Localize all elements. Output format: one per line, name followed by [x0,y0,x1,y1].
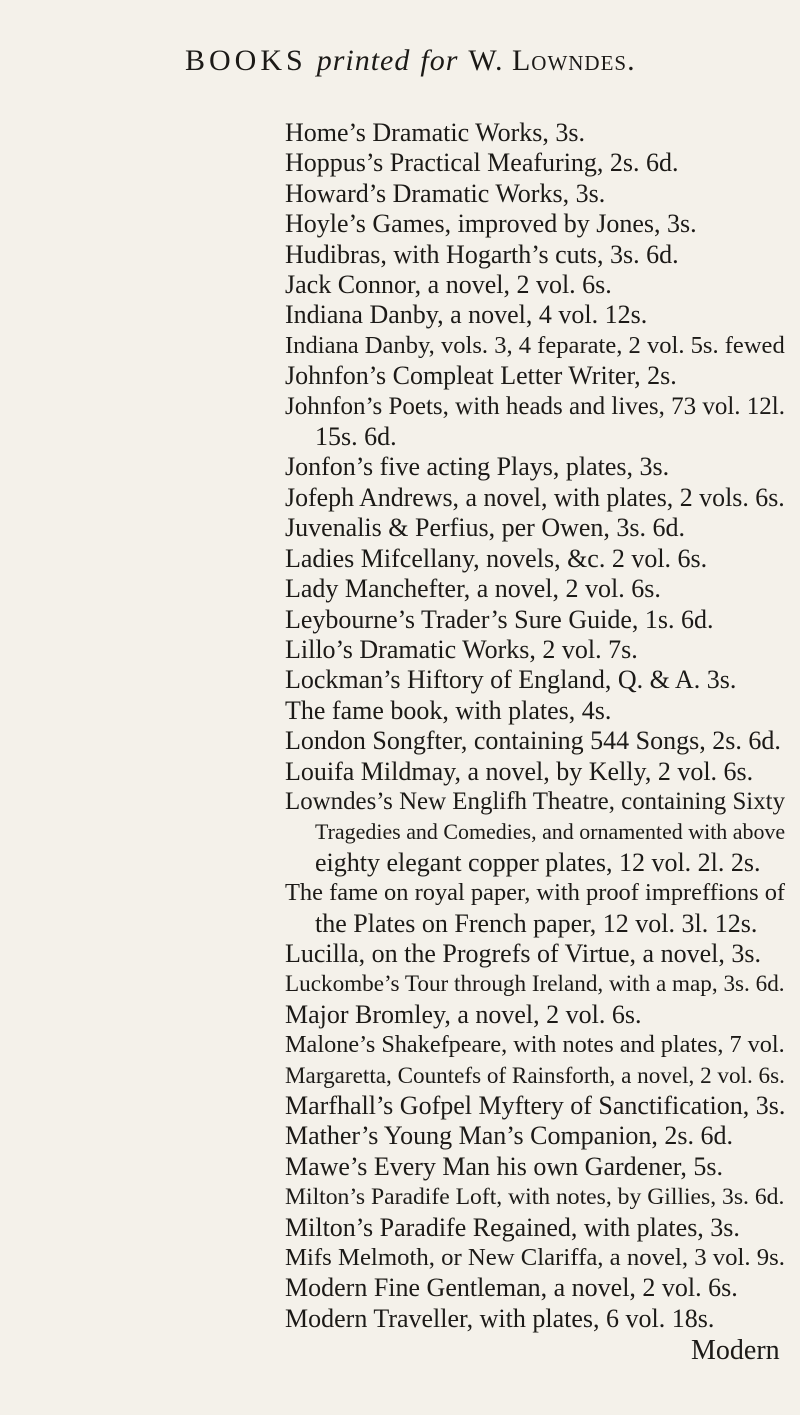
header-printed: printed [316,44,411,77]
book-list [285,118,785,1334]
header-books: BOOKS [185,44,307,77]
list-item: Home’s Dramatic Works, 3s. [285,118,585,147]
list-item: Margaretta, Countefs of Rainsforth, a novel, 2 vol. 6s. [285,1062,785,1089]
list-item-continuation: 15s. 6d. [315,422,397,452]
list-item: Milton’s Paradife Regained, with plates, 3s. [285,1212,740,1242]
header-publisher: W. Lowndes. [468,44,636,77]
list-item-continuation: Tragedies and Comedies, and ornamented with above [315,819,786,845]
list-item-continuation: eighty elegant copper plates, 12 vol. 2l. 2s. [315,847,761,877]
catchword: Modern [691,1335,780,1366]
list-item: Luckombe’s Tour through Ireland, with a map, 3s. 6d. [285,971,785,998]
page-header [185,44,636,78]
list-item: Johnfon’s Poets, with heads and lives, 73 vol. 12l. [285,392,785,420]
list-item: Johnfon’s Compleat Letter Writer, 2s. [285,361,677,391]
list-item: The fame book, with plates, 4s. [285,695,612,725]
list-item: Hudibras, with Hogarth’s cuts, 3s. 6d. [285,239,679,269]
list-item: Indiana Danby, vols. 3, 4 feparate, 2 vol. 5s. fewed [285,331,785,359]
list-item: Hoyle’s Games, improved by Jones, 3s. [285,209,697,239]
list-item: Howard’s Dramatic Works, 3s. [285,178,606,208]
list-item: Leybourne’s Trader’s Sure Guide, 1s. 6d. [285,604,714,634]
list-item: Modern Traveller, with plates, 6 vol. 18s. [285,1303,715,1333]
list-item-continuation: the Plates on French paper, 12 vol. 3l. 12s. [315,908,758,938]
list-item: Ladies Mifcellany, novels, &c. 2 vol. 6s. [285,543,708,573]
list-item: Lucilla, on the Progrefs of Virtue, a novel, 3s. [285,938,761,968]
list-item: Marfhall’s Gofpel Myftery of Sanctification, 3s. [285,1091,786,1120]
list-item: Modern Fine Gentleman, a novel, 2 vol. 6s. [285,1273,738,1303]
list-item: Lady Manchefter, a novel, 2 vol. 6s. [285,574,661,604]
list-item: The fame on royal paper, with proof impreffions of [285,879,786,907]
list-item: Major Bromley, a novel, 2 vol. 6s. [285,999,642,1029]
list-item: Jofeph Andrews, a novel, with plates, 2 vols. 6s. [285,482,785,512]
list-item: Hoppus’s Practical Meafuring, 2s. 6d. [285,148,679,178]
list-item: Lowndes’s New Englifh Theatre, containing Sixty [285,787,786,815]
list-item: Malone’s Shakefpeare, with notes and plates, 7 vol. [285,1031,785,1059]
list-item: Lockman’s Hiftory of England, Q. & A. 3s. [285,665,737,695]
list-item: Jonfon’s five acting Plays, plates, 3s. [285,452,670,482]
list-item: Lillo’s Dramatic Works, 2 vol. 7s. [285,634,638,664]
list-item: Indiana Danby, a novel, 4 vol. 12s. [285,300,648,330]
list-item: Mather’s Young Man’s Companion, 2s. 6d. [285,1121,734,1151]
list-item: Juvenalis & Perfius, per Owen, 3s. 6d. [285,513,686,543]
list-item: Mawe’s Every Man his own Gardener, 5s. [285,1151,723,1181]
header-for: for [420,44,459,77]
list-item: Mifs Melmoth, or New Clariffa, a novel, 3 vol. 9s. [285,1244,785,1272]
list-item: Louifa Mildmay, a novel, by Kelly, 2 vol. 6s. [285,756,754,786]
list-item: London Songfter, containing 544 Songs, 2s. 6d. [285,726,781,756]
list-item: Milton’s Paradife Loft, with notes, by Gillies, 3s. 6d. [285,1184,785,1211]
list-item: Jack Connor, a novel, 2 vol. 6s. [285,270,612,300]
